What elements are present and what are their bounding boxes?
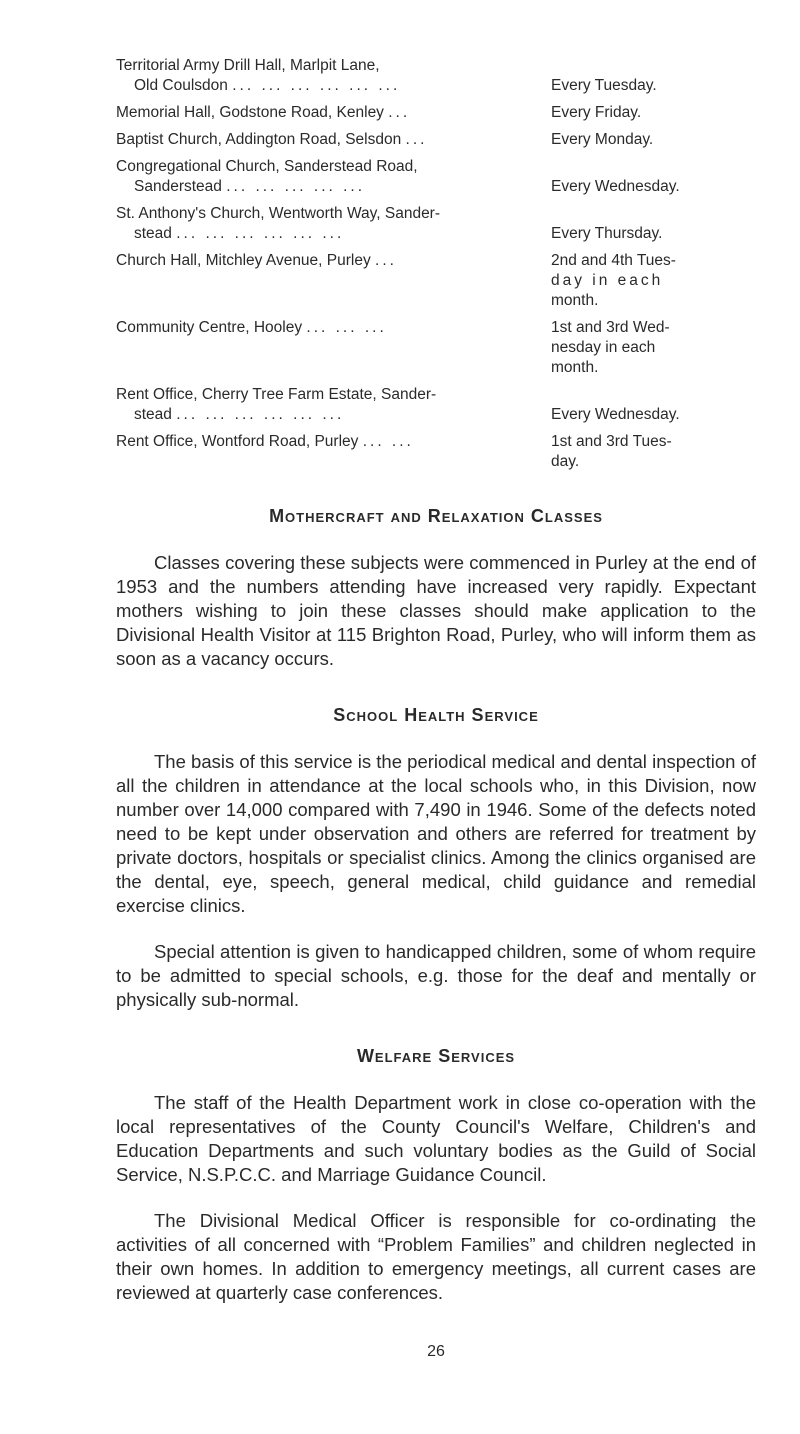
section-heading-welfare: Welfare Services — [356, 1046, 516, 1066]
schedule-row — [116, 103, 756, 123]
schedule-place: Church Hall, Mitchley Avenue, Purley ... — [116, 252, 397, 269]
schedule-time: 2nd and 4th Tues- day in each month. — [551, 252, 676, 309]
schedule-time: Every Friday. — [551, 104, 642, 121]
schedule-place: St. Anthony's Church, Wentworth Way, Sander- stead ... ... ... ... ... ... — [116, 205, 441, 242]
schedule-row — [116, 56, 756, 96]
schedule-place: Community Centre, Hooley ... ... ... — [116, 319, 387, 336]
schedule-time: Every Monday. — [551, 131, 654, 148]
schedule-row — [116, 432, 756, 472]
section-heading-school-health: School Health Service — [333, 705, 539, 725]
paragraph: The basis of this service is the periodical medical and dental inspection of all the children in attendance at the local schools who, in this Division, now number over 14,000 compared with 7,490 in 1946. Some of the defects noted need to be kept under observation and others are referred for treatment by private doctors, hospitals or specialist clinics. Among the clinics organised are the dental, eye, speech, general medical, child guidance and remedial exercise clinics. — [116, 751, 756, 916]
paragraph: The staff of the Health Department work in close co-operation with the local representatives of the County Council's Welfare, Children's and Education Departments and such voluntary bodies as the Guild of Social Service, N.S.P.C.C. and Marriage Guidance Council. — [116, 1092, 756, 1185]
schedule-time: 1st and 3rd Tues- day. — [551, 433, 672, 470]
paragraph: The Divisional Medical Officer is responsible for co-ordinating the activities of all concerned with “Problem Families” and children neglected in their own homes. In addition to emergency meetings, all current cases are reviewed at quarterly case conferences. — [116, 1210, 756, 1303]
schedule-row — [116, 251, 756, 311]
schedule-time: Every Thursday. — [551, 225, 663, 242]
section-heading-mothercraft: Mothercraft and Relaxation Classes — [269, 506, 603, 526]
schedule-time: 1st and 3rd Wed- nesday in each month. — [551, 319, 670, 376]
schedule-row — [116, 204, 756, 244]
schedule-place: Memorial Hall, Godstone Road, Kenley ... — [116, 104, 411, 121]
schedule-place: Territorial Army Drill Hall, Marlpit Lane, Old Coulsdon ... ... ... ... ... ... — [116, 57, 401, 94]
paragraph: Classes covering these subjects were commenced in Purley at the end of 1953 and the numbers attending have increased very rapidly. Expectant mothers wishing to join these classes should make application to the Divisional Health Visitor at 115 Brighton Road, Purley, who will inform them as soon as a vacancy occurs. — [116, 552, 756, 669]
schedule-row — [116, 318, 756, 378]
schedule-time: Every Wednesday. — [551, 406, 680, 423]
page-number: 26 — [427, 1343, 445, 1360]
schedule-row — [116, 385, 756, 425]
schedule-time: Every Tuesday. — [551, 77, 657, 94]
schedule-row — [116, 157, 756, 197]
schedule-place: Baptist Church, Addington Road, Selsdon ... — [116, 131, 428, 148]
schedule-place: Rent Office, Cherry Tree Farm Estate, Sander- stead ... ... ... ... ... ... — [116, 386, 437, 423]
schedule-place: Congregational Church, Sanderstead Road, Sanderstead ... ... ... ... ... — [116, 158, 418, 195]
schedule-time: Every Wednesday. — [551, 178, 680, 195]
schedule-row — [116, 130, 756, 150]
schedule-place: Rent Office, Wontford Road, Purley ... ... — [116, 433, 414, 450]
paragraph: Special attention is given to handicapped children, some of whom require to be admitted to special schools, e.g. those for the deaf and mentally or physically sub-normal. — [116, 941, 756, 1010]
clinic-schedule — [116, 56, 756, 472]
document-page — [116, 56, 756, 1361]
